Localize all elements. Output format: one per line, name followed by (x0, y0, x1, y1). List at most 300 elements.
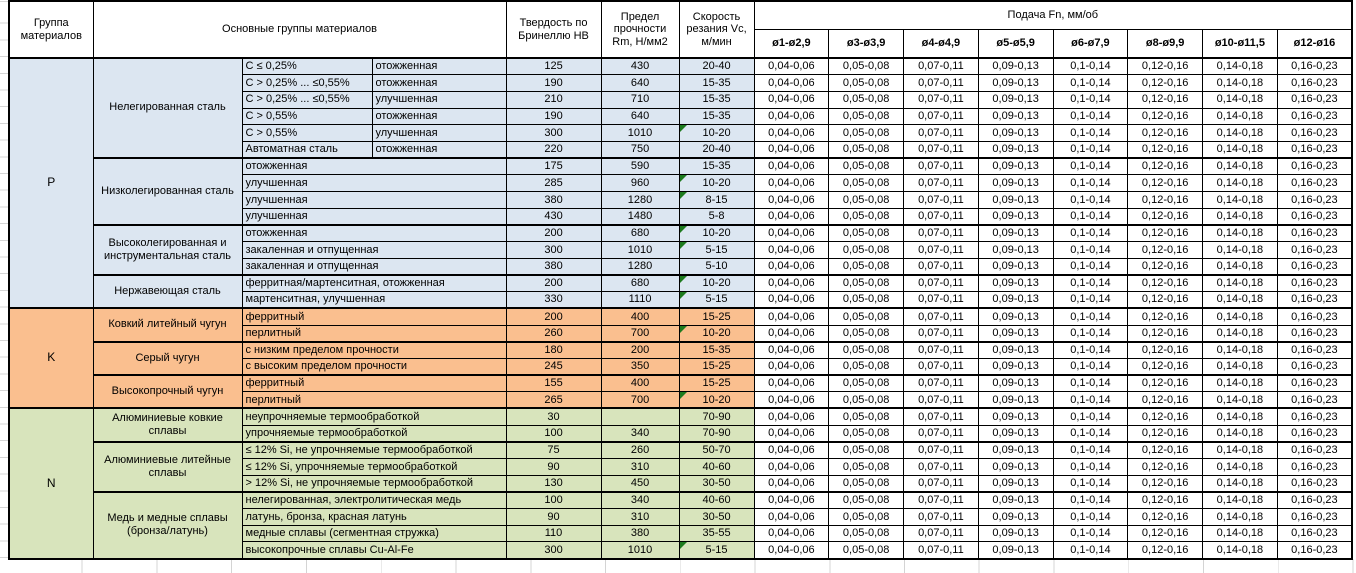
header-tensile-strength[interactable]: Предел прочности Rm, Н/мм2 (601, 1, 679, 58)
cell-feed-4[interactable]: 0,1-0,14 (1053, 292, 1128, 309)
cell-subgroup-name[interactable]: Нержавеющая сталь (93, 275, 242, 308)
cell-cutting-speed-vc[interactable]: 50-70 (679, 442, 754, 459)
cell-feed-6[interactable]: 0,14-0,18 (1203, 158, 1278, 175)
cell-feed-1[interactable]: 0,05-0,08 (829, 392, 904, 409)
cell-hardness-hb[interactable]: 210 (506, 91, 601, 108)
cell-hardness-hb[interactable]: 220 (506, 141, 601, 158)
header-brinell-hardness[interactable]: Твердость по Бринеллю HB (506, 1, 601, 58)
cell-feed-2[interactable]: 0,07-0,11 (904, 492, 979, 509)
cell-strength-rm[interactable]: 960 (601, 175, 679, 192)
cell-feed-4[interactable]: 0,1-0,14 (1053, 275, 1128, 292)
cell-strength-rm[interactable]: 310 (601, 459, 679, 476)
cell-feed-6[interactable]: 0,14-0,18 (1203, 459, 1278, 476)
cell-description[interactable]: отожженная (242, 225, 506, 242)
cell-hardness-hb[interactable]: 125 (506, 58, 601, 75)
cell-feed-0[interactable]: 0,04-0,06 (754, 75, 829, 92)
cell-description[interactable]: мартенситная, улучшенная (242, 292, 506, 309)
cell-feed-2[interactable]: 0,07-0,11 (904, 292, 979, 309)
cell-feed-5[interactable]: 0,12-0,16 (1128, 275, 1203, 292)
cell-feed-7[interactable]: 0,16-0,23 (1277, 258, 1352, 275)
header-diameter-8[interactable]: ø12-ø16 (1277, 29, 1352, 58)
cell-feed-2[interactable]: 0,07-0,11 (904, 58, 979, 75)
cell-description-2[interactable]: отожженная (372, 108, 506, 125)
cell-feed-4[interactable]: 0,1-0,14 (1053, 141, 1128, 158)
cell-hardness-hb[interactable]: 90 (506, 509, 601, 526)
cell-feed-2[interactable]: 0,07-0,11 (904, 509, 979, 526)
cell-feed-3[interactable]: 0,09-0,13 (978, 125, 1053, 142)
cell-feed-5[interactable]: 0,12-0,16 (1128, 125, 1203, 142)
cell-cutting-speed-vc[interactable]: 30-50 (679, 509, 754, 526)
cell-feed-6[interactable]: 0,14-0,18 (1203, 225, 1278, 242)
cell-feed-2[interactable]: 0,07-0,11 (904, 542, 979, 559)
cell-feed-6[interactable]: 0,14-0,18 (1203, 342, 1278, 359)
cell-feed-1[interactable]: 0,05-0,08 (829, 158, 904, 175)
cell-feed-7[interactable]: 0,16-0,23 (1277, 509, 1352, 526)
cell-description[interactable]: улучшенная (242, 208, 506, 225)
cell-feed-6[interactable]: 0,14-0,18 (1203, 325, 1278, 342)
cell-hardness-hb[interactable]: 200 (506, 225, 601, 242)
cell-strength-rm[interactable]: 640 (601, 75, 679, 92)
cell-subgroup-name[interactable]: Высоколегированная и инструментальная сталь (93, 225, 242, 275)
cell-feed-3[interactable]: 0,09-0,13 (978, 525, 1053, 542)
cell-feed-1[interactable]: 0,05-0,08 (829, 258, 904, 275)
cell-feed-2[interactable]: 0,07-0,11 (904, 392, 979, 409)
cell-feed-1[interactable]: 0,05-0,08 (829, 408, 904, 425)
cell-feed-5[interactable]: 0,12-0,16 (1128, 175, 1203, 192)
cell-description-1[interactable]: C > 0,55% (242, 108, 372, 125)
cell-feed-6[interactable]: 0,14-0,18 (1203, 275, 1278, 292)
cell-feed-1[interactable]: 0,05-0,08 (829, 375, 904, 392)
cell-hardness-hb[interactable]: 155 (506, 375, 601, 392)
cell-description[interactable]: высокопрочные сплавы Cu-Al-Fe (242, 542, 506, 559)
cell-feed-4[interactable]: 0,1-0,14 (1053, 75, 1128, 92)
cell-subgroup-name[interactable]: Ковкий литейный чугун (93, 308, 242, 341)
cell-feed-5[interactable]: 0,12-0,16 (1128, 492, 1203, 509)
cell-feed-7[interactable]: 0,16-0,23 (1277, 308, 1352, 325)
cell-feed-5[interactable]: 0,12-0,16 (1128, 75, 1203, 92)
cell-strength-rm[interactable]: 1110 (601, 292, 679, 309)
cell-feed-7[interactable]: 0,16-0,23 (1277, 275, 1352, 292)
cell-feed-5[interactable]: 0,12-0,16 (1128, 509, 1203, 526)
cell-hardness-hb[interactable]: 110 (506, 525, 601, 542)
cell-feed-6[interactable]: 0,14-0,18 (1203, 542, 1278, 559)
cell-feed-5[interactable]: 0,12-0,16 (1128, 91, 1203, 108)
cell-cutting-speed-vc[interactable]: 15-35 (679, 342, 754, 359)
cell-feed-1[interactable]: 0,05-0,08 (829, 308, 904, 325)
cell-hardness-hb[interactable]: 75 (506, 442, 601, 459)
cell-feed-4[interactable]: 0,1-0,14 (1053, 308, 1128, 325)
cell-description-2[interactable]: отожженная (372, 58, 506, 75)
cell-description[interactable]: с низким пределом прочности (242, 342, 506, 359)
cell-feed-4[interactable]: 0,1-0,14 (1053, 208, 1128, 225)
cell-feed-5[interactable]: 0,12-0,16 (1128, 58, 1203, 75)
cell-description-1[interactable]: Автоматная сталь (242, 141, 372, 158)
cell-feed-0[interactable]: 0,04-0,06 (754, 375, 829, 392)
cell-feed-3[interactable]: 0,09-0,13 (978, 292, 1053, 309)
cell-description-2[interactable]: улучшенная (372, 91, 506, 108)
cell-feed-5[interactable]: 0,12-0,16 (1128, 375, 1203, 392)
cell-hardness-hb[interactable]: 330 (506, 292, 601, 309)
cell-strength-rm[interactable]: 710 (601, 91, 679, 108)
cell-feed-0[interactable]: 0,04-0,06 (754, 475, 829, 492)
cell-feed-4[interactable]: 0,1-0,14 (1053, 492, 1128, 509)
cell-feed-5[interactable]: 0,12-0,16 (1128, 459, 1203, 476)
cell-cutting-speed-vc[interactable]: 8-15 (679, 192, 754, 209)
cell-description[interactable]: ферритная/мартенситная, отожженная (242, 275, 506, 292)
cell-feed-5[interactable]: 0,12-0,16 (1128, 525, 1203, 542)
cell-feed-2[interactable]: 0,07-0,11 (904, 308, 979, 325)
cell-feed-6[interactable]: 0,14-0,18 (1203, 308, 1278, 325)
cell-feed-3[interactable]: 0,09-0,13 (978, 158, 1053, 175)
cell-strength-rm[interactable]: 340 (601, 425, 679, 442)
cell-feed-0[interactable]: 0,04-0,06 (754, 425, 829, 442)
cell-hardness-hb[interactable]: 265 (506, 392, 601, 409)
cell-feed-3[interactable]: 0,09-0,13 (978, 459, 1053, 476)
cell-description[interactable]: отожженная (242, 158, 506, 175)
cell-feed-4[interactable]: 0,1-0,14 (1053, 392, 1128, 409)
cell-feed-3[interactable]: 0,09-0,13 (978, 58, 1053, 75)
cell-subgroup-name[interactable]: Серый чугун (93, 342, 242, 375)
cell-feed-0[interactable]: 0,04-0,06 (754, 192, 829, 209)
cell-cutting-speed-vc[interactable]: 10-20 (679, 175, 754, 192)
cell-feed-1[interactable]: 0,05-0,08 (829, 325, 904, 342)
cell-feed-2[interactable]: 0,07-0,11 (904, 208, 979, 225)
cell-feed-0[interactable]: 0,04-0,06 (754, 125, 829, 142)
cell-feed-0[interactable]: 0,04-0,06 (754, 392, 829, 409)
cell-feed-1[interactable]: 0,05-0,08 (829, 475, 904, 492)
cell-feed-7[interactable]: 0,16-0,23 (1277, 192, 1352, 209)
cell-feed-6[interactable]: 0,14-0,18 (1203, 509, 1278, 526)
cell-cutting-speed-vc[interactable]: 15-25 (679, 375, 754, 392)
cell-feed-5[interactable]: 0,12-0,16 (1128, 208, 1203, 225)
cell-feed-4[interactable]: 0,1-0,14 (1053, 509, 1128, 526)
cell-feed-4[interactable]: 0,1-0,14 (1053, 358, 1128, 375)
header-cutting-speed[interactable]: Скорость резания Vc, м/мин (679, 1, 754, 58)
cell-feed-0[interactable]: 0,04-0,06 (754, 325, 829, 342)
cell-feed-4[interactable]: 0,1-0,14 (1053, 225, 1128, 242)
cell-cutting-speed-vc[interactable]: 35-55 (679, 525, 754, 542)
cell-feed-5[interactable]: 0,12-0,16 (1128, 141, 1203, 158)
cell-feed-6[interactable]: 0,14-0,18 (1203, 242, 1278, 259)
cell-description[interactable]: ≤ 12% Si, упрочняемые термообработкой (242, 459, 506, 476)
cell-feed-3[interactable]: 0,09-0,13 (978, 392, 1053, 409)
cell-feed-4[interactable]: 0,1-0,14 (1053, 342, 1128, 359)
cell-strength-rm[interactable]: 380 (601, 525, 679, 542)
cell-feed-0[interactable]: 0,04-0,06 (754, 275, 829, 292)
cell-hardness-hb[interactable]: 285 (506, 175, 601, 192)
cell-feed-4[interactable]: 0,1-0,14 (1053, 425, 1128, 442)
cell-feed-4[interactable]: 0,1-0,14 (1053, 91, 1128, 108)
cell-feed-2[interactable]: 0,07-0,11 (904, 158, 979, 175)
cell-feed-3[interactable]: 0,09-0,13 (978, 275, 1053, 292)
cell-cutting-speed-vc[interactable]: 40-60 (679, 492, 754, 509)
cell-hardness-hb[interactable]: 430 (506, 208, 601, 225)
cell-feed-2[interactable]: 0,07-0,11 (904, 175, 979, 192)
cell-feed-0[interactable]: 0,04-0,06 (754, 91, 829, 108)
cell-feed-2[interactable]: 0,07-0,11 (904, 425, 979, 442)
cell-subgroup-name[interactable]: Алюминиевые литейные сплавы (93, 442, 242, 492)
cell-feed-0[interactable]: 0,04-0,06 (754, 242, 829, 259)
cell-hardness-hb[interactable]: 245 (506, 358, 601, 375)
cell-hardness-hb[interactable]: 380 (506, 258, 601, 275)
cell-cutting-speed-vc[interactable]: 5-15 (679, 542, 754, 559)
cell-feed-1[interactable]: 0,05-0,08 (829, 292, 904, 309)
cell-hardness-hb[interactable]: 190 (506, 75, 601, 92)
cell-feed-3[interactable]: 0,09-0,13 (978, 242, 1053, 259)
cell-strength-rm[interactable]: 310 (601, 509, 679, 526)
cell-feed-2[interactable]: 0,07-0,11 (904, 242, 979, 259)
cell-feed-6[interactable]: 0,14-0,18 (1203, 392, 1278, 409)
cell-cutting-speed-vc[interactable]: 10-20 (679, 275, 754, 292)
cell-strength-rm[interactable]: 590 (601, 158, 679, 175)
cell-hardness-hb[interactable]: 300 (506, 125, 601, 142)
cell-feed-7[interactable]: 0,16-0,23 (1277, 91, 1352, 108)
cell-feed-3[interactable]: 0,09-0,13 (978, 425, 1053, 442)
cell-cutting-speed-vc[interactable]: 5-10 (679, 258, 754, 275)
cell-description[interactable]: улучшенная (242, 192, 506, 209)
cell-feed-3[interactable]: 0,09-0,13 (978, 108, 1053, 125)
cell-description-2[interactable]: улучшенная (372, 125, 506, 142)
cell-feed-5[interactable]: 0,12-0,16 (1128, 475, 1203, 492)
cell-feed-1[interactable]: 0,05-0,08 (829, 275, 904, 292)
cell-feed-5[interactable]: 0,12-0,16 (1128, 342, 1203, 359)
cell-feed-6[interactable]: 0,14-0,18 (1203, 175, 1278, 192)
cell-feed-1[interactable]: 0,05-0,08 (829, 242, 904, 259)
cell-feed-4[interactable]: 0,1-0,14 (1053, 58, 1128, 75)
cell-subgroup-name[interactable]: Медь и медные сплавы (бронза/латунь) (93, 492, 242, 559)
cell-cutting-speed-vc[interactable]: 5-15 (679, 292, 754, 309)
cell-feed-3[interactable]: 0,09-0,13 (978, 75, 1053, 92)
cell-feed-5[interactable]: 0,12-0,16 (1128, 542, 1203, 559)
cell-cutting-speed-vc[interactable]: 30-50 (679, 475, 754, 492)
cell-strength-rm[interactable]: 340 (601, 492, 679, 509)
cell-strength-rm[interactable]: 260 (601, 442, 679, 459)
cell-subgroup-name[interactable]: Нелегированная сталь (93, 58, 242, 158)
cell-feed-1[interactable]: 0,05-0,08 (829, 91, 904, 108)
cell-feed-2[interactable]: 0,07-0,11 (904, 141, 979, 158)
cell-feed-3[interactable]: 0,09-0,13 (978, 408, 1053, 425)
cell-cutting-speed-vc[interactable]: 10-20 (679, 392, 754, 409)
cell-description-2[interactable]: отожженная (372, 141, 506, 158)
cell-feed-2[interactable]: 0,07-0,11 (904, 442, 979, 459)
cell-cutting-speed-vc[interactable]: 5-15 (679, 242, 754, 259)
cell-feed-6[interactable]: 0,14-0,18 (1203, 292, 1278, 309)
cell-feed-0[interactable]: 0,04-0,06 (754, 408, 829, 425)
cell-feed-6[interactable]: 0,14-0,18 (1203, 358, 1278, 375)
cell-feed-3[interactable]: 0,09-0,13 (978, 542, 1053, 559)
cell-feed-1[interactable]: 0,05-0,08 (829, 358, 904, 375)
cell-feed-1[interactable]: 0,05-0,08 (829, 192, 904, 209)
cell-cutting-speed-vc[interactable]: 70-90 (679, 425, 754, 442)
cell-description[interactable]: нелегированная, электролитическая медь (242, 492, 506, 509)
cell-hardness-hb[interactable]: 130 (506, 475, 601, 492)
cell-cutting-speed-vc[interactable]: 15-25 (679, 308, 754, 325)
cell-cutting-speed-vc[interactable]: 40-60 (679, 459, 754, 476)
cell-feed-7[interactable]: 0,16-0,23 (1277, 58, 1352, 75)
cell-group-letter[interactable]: N (9, 408, 93, 558)
cell-strength-rm[interactable]: 1280 (601, 192, 679, 209)
cell-hardness-hb[interactable]: 100 (506, 425, 601, 442)
cell-feed-4[interactable]: 0,1-0,14 (1053, 408, 1128, 425)
cell-feed-7[interactable]: 0,16-0,23 (1277, 375, 1352, 392)
cell-hardness-hb[interactable]: 90 (506, 459, 601, 476)
cell-feed-5[interactable]: 0,12-0,16 (1128, 158, 1203, 175)
cell-feed-1[interactable]: 0,05-0,08 (829, 58, 904, 75)
cell-feed-2[interactable]: 0,07-0,11 (904, 375, 979, 392)
cell-feed-7[interactable]: 0,16-0,23 (1277, 459, 1352, 476)
cell-feed-3[interactable]: 0,09-0,13 (978, 308, 1053, 325)
cell-cutting-speed-vc[interactable]: 10-20 (679, 225, 754, 242)
cell-strength-rm[interactable]: 700 (601, 325, 679, 342)
cell-feed-2[interactable]: 0,07-0,11 (904, 342, 979, 359)
cell-feed-2[interactable]: 0,07-0,11 (904, 192, 979, 209)
header-diameter-1[interactable]: ø1-ø2,9 (754, 29, 829, 58)
cell-feed-1[interactable]: 0,05-0,08 (829, 141, 904, 158)
cell-strength-rm[interactable]: 1280 (601, 258, 679, 275)
cell-feed-7[interactable]: 0,16-0,23 (1277, 358, 1352, 375)
cell-hardness-hb[interactable]: 100 (506, 492, 601, 509)
cell-feed-0[interactable]: 0,04-0,06 (754, 492, 829, 509)
cell-feed-6[interactable]: 0,14-0,18 (1203, 525, 1278, 542)
cell-feed-7[interactable]: 0,16-0,23 (1277, 75, 1352, 92)
cell-feed-4[interactable]: 0,1-0,14 (1053, 475, 1128, 492)
cell-feed-2[interactable]: 0,07-0,11 (904, 91, 979, 108)
cell-feed-4[interactable]: 0,1-0,14 (1053, 542, 1128, 559)
cell-feed-7[interactable]: 0,16-0,23 (1277, 325, 1352, 342)
cell-feed-1[interactable]: 0,05-0,08 (829, 542, 904, 559)
cell-feed-4[interactable]: 0,1-0,14 (1053, 258, 1128, 275)
cell-strength-rm[interactable]: 700 (601, 392, 679, 409)
cell-cutting-speed-vc[interactable]: 15-35 (679, 75, 754, 92)
cell-feed-7[interactable]: 0,16-0,23 (1277, 542, 1352, 559)
cell-feed-0[interactable]: 0,04-0,06 (754, 141, 829, 158)
cell-strength-rm[interactable]: 400 (601, 308, 679, 325)
cell-feed-0[interactable]: 0,04-0,06 (754, 58, 829, 75)
cell-feed-7[interactable]: 0,16-0,23 (1277, 242, 1352, 259)
cell-feed-7[interactable]: 0,16-0,23 (1277, 208, 1352, 225)
cell-description-1[interactable]: C ≤ 0,25% (242, 58, 372, 75)
cell-feed-5[interactable]: 0,12-0,16 (1128, 358, 1203, 375)
cell-feed-4[interactable]: 0,1-0,14 (1053, 442, 1128, 459)
header-diameter-3[interactable]: ø4-ø4,9 (904, 29, 979, 58)
cell-feed-5[interactable]: 0,12-0,16 (1128, 192, 1203, 209)
cell-feed-6[interactable]: 0,14-0,18 (1203, 125, 1278, 142)
header-material-group[interactable]: Группа материалов (9, 1, 93, 58)
cell-strength-rm[interactable]: 750 (601, 141, 679, 158)
cell-strength-rm[interactable]: 680 (601, 225, 679, 242)
cell-strength-rm[interactable]: 680 (601, 275, 679, 292)
cell-feed-1[interactable]: 0,05-0,08 (829, 342, 904, 359)
header-diameter-7[interactable]: ø10-ø11,5 (1203, 29, 1278, 58)
cell-feed-1[interactable]: 0,05-0,08 (829, 175, 904, 192)
cell-feed-5[interactable]: 0,12-0,16 (1128, 225, 1203, 242)
cell-cutting-speed-vc[interactable]: 5-8 (679, 208, 754, 225)
cell-hardness-hb[interactable]: 175 (506, 158, 601, 175)
cell-feed-2[interactable]: 0,07-0,11 (904, 258, 979, 275)
cell-subgroup-name[interactable]: Высокопрочный чугун (93, 375, 242, 408)
cell-hardness-hb[interactable]: 380 (506, 192, 601, 209)
cell-feed-6[interactable]: 0,14-0,18 (1203, 108, 1278, 125)
cell-feed-6[interactable]: 0,14-0,18 (1203, 475, 1278, 492)
cell-description[interactable]: упрочняемые термообработкой (242, 425, 506, 442)
cell-feed-7[interactable]: 0,16-0,23 (1277, 141, 1352, 158)
cell-feed-7[interactable]: 0,16-0,23 (1277, 475, 1352, 492)
cell-feed-1[interactable]: 0,05-0,08 (829, 108, 904, 125)
cell-feed-6[interactable]: 0,14-0,18 (1203, 408, 1278, 425)
cell-description-2[interactable]: отожженная (372, 75, 506, 92)
cell-feed-1[interactable]: 0,05-0,08 (829, 492, 904, 509)
cell-feed-4[interactable]: 0,1-0,14 (1053, 192, 1128, 209)
cell-hardness-hb[interactable]: 200 (506, 275, 601, 292)
cell-description[interactable]: перлитный (242, 392, 506, 409)
header-diameter-6[interactable]: ø8-ø9,9 (1128, 29, 1203, 58)
cell-feed-1[interactable]: 0,05-0,08 (829, 525, 904, 542)
cell-feed-0[interactable]: 0,04-0,06 (754, 442, 829, 459)
cell-feed-1[interactable]: 0,05-0,08 (829, 442, 904, 459)
cell-feed-4[interactable]: 0,1-0,14 (1053, 242, 1128, 259)
header-feed[interactable]: Подача Fn, мм/об (754, 1, 1352, 29)
cell-feed-3[interactable]: 0,09-0,13 (978, 208, 1053, 225)
cell-feed-3[interactable]: 0,09-0,13 (978, 509, 1053, 526)
cell-feed-5[interactable]: 0,12-0,16 (1128, 308, 1203, 325)
cell-feed-0[interactable]: 0,04-0,06 (754, 208, 829, 225)
header-diameter-4[interactable]: ø5-ø5,9 (978, 29, 1053, 58)
cell-cutting-speed-vc[interactable]: 20-40 (679, 58, 754, 75)
cell-feed-0[interactable]: 0,04-0,06 (754, 175, 829, 192)
cell-feed-2[interactable]: 0,07-0,11 (904, 275, 979, 292)
cell-feed-0[interactable]: 0,04-0,06 (754, 542, 829, 559)
cell-group-letter[interactable]: P (9, 58, 93, 308)
cell-feed-7[interactable]: 0,16-0,23 (1277, 158, 1352, 175)
cell-description-1[interactable]: C > 0,55% (242, 125, 372, 142)
cell-strength-rm[interactable]: 1480 (601, 208, 679, 225)
cell-feed-1[interactable]: 0,05-0,08 (829, 509, 904, 526)
cell-feed-3[interactable]: 0,09-0,13 (978, 141, 1053, 158)
cell-strength-rm[interactable]: 1010 (601, 242, 679, 259)
cell-feed-0[interactable]: 0,04-0,06 (754, 342, 829, 359)
cell-feed-7[interactable]: 0,16-0,23 (1277, 392, 1352, 409)
cell-feed-2[interactable]: 0,07-0,11 (904, 525, 979, 542)
cell-feed-3[interactable]: 0,09-0,13 (978, 258, 1053, 275)
cell-strength-rm[interactable]: 1010 (601, 125, 679, 142)
cell-strength-rm[interactable]: 1010 (601, 542, 679, 559)
cell-description[interactable]: неупрочняемые термообработкой (242, 408, 506, 425)
cell-strength-rm[interactable]: 450 (601, 475, 679, 492)
cell-hardness-hb[interactable]: 30 (506, 408, 601, 425)
cell-hardness-hb[interactable]: 300 (506, 242, 601, 259)
cell-feed-6[interactable]: 0,14-0,18 (1203, 91, 1278, 108)
cell-cutting-speed-vc[interactable]: 70-90 (679, 408, 754, 425)
cell-feed-0[interactable]: 0,04-0,06 (754, 525, 829, 542)
cell-feed-7[interactable]: 0,16-0,23 (1277, 408, 1352, 425)
cell-feed-0[interactable]: 0,04-0,06 (754, 158, 829, 175)
cell-description[interactable]: закаленная и отпущенная (242, 258, 506, 275)
cell-feed-3[interactable]: 0,09-0,13 (978, 225, 1053, 242)
cell-feed-3[interactable]: 0,09-0,13 (978, 342, 1053, 359)
cell-group-letter[interactable]: K (9, 308, 93, 408)
header-diameter-2[interactable]: ø3-ø3,9 (829, 29, 904, 58)
cell-feed-0[interactable]: 0,04-0,06 (754, 459, 829, 476)
cell-feed-1[interactable]: 0,05-0,08 (829, 425, 904, 442)
cell-strength-rm[interactable]: 400 (601, 375, 679, 392)
cell-description[interactable]: ферритный (242, 375, 506, 392)
cell-feed-7[interactable]: 0,16-0,23 (1277, 342, 1352, 359)
cell-feed-2[interactable]: 0,07-0,11 (904, 459, 979, 476)
cell-feed-7[interactable]: 0,16-0,23 (1277, 292, 1352, 309)
cell-hardness-hb[interactable]: 200 (506, 308, 601, 325)
cell-feed-2[interactable]: 0,07-0,11 (904, 125, 979, 142)
cell-feed-7[interactable]: 0,16-0,23 (1277, 225, 1352, 242)
